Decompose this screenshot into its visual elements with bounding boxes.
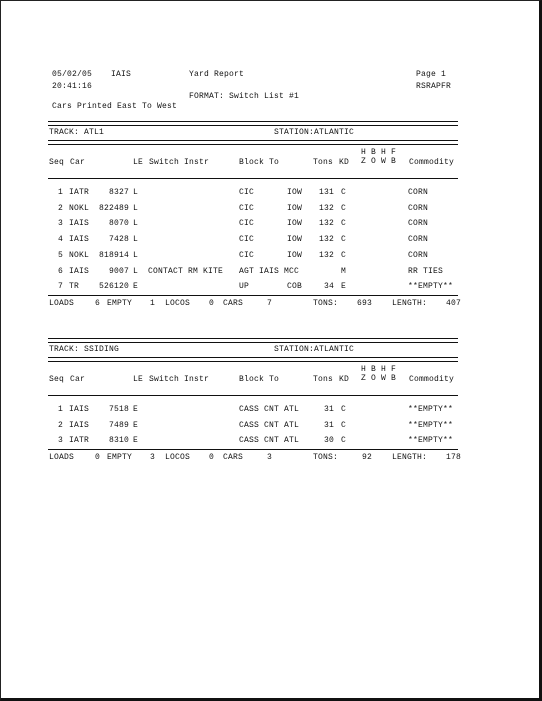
col-car: Car <box>70 158 86 167</box>
cell-block: CIC <box>239 204 255 213</box>
summary-empty-label: EMPTY <box>107 453 133 462</box>
cell-railroad: IATR <box>69 188 90 197</box>
cell-tons: 132 <box>318 219 334 228</box>
cell-tons: 131 <box>318 188 334 197</box>
cell-commodity: **EMPTY** <box>408 405 454 414</box>
col-seq: Seq <box>49 158 65 167</box>
cell-car-number: 526120 <box>98 282 129 291</box>
cell-kd: C <box>341 188 347 197</box>
page-number: Page 1 <box>416 70 447 79</box>
col-le: LE <box>133 375 144 384</box>
summary-length: 178 <box>445 453 461 462</box>
cell-car-number: 7428 <box>108 235 129 244</box>
col-car: Car <box>70 375 86 384</box>
cell-block: CASS CNT ATL <box>239 436 300 445</box>
cell-commodity: RR TIES <box>408 267 444 276</box>
cell-tons: 34 <box>323 282 334 291</box>
col-tons: Tons <box>313 158 334 167</box>
cell-seq: 5 <box>57 251 63 260</box>
cell-car-number: 8070 <box>108 219 129 228</box>
cell-le: E <box>133 282 139 291</box>
cell-seq: 3 <box>57 219 63 228</box>
cell-car-number: 818914 <box>98 251 129 260</box>
summary-loads-label: LOADS <box>49 453 75 462</box>
cell-le: E <box>133 405 139 414</box>
cell-railroad: IAIS <box>69 405 90 414</box>
cell-car-number: 822489 <box>98 204 129 213</box>
summary-tons-label: TONS: <box>313 453 339 462</box>
cell-le: L <box>133 219 139 228</box>
col-hbhf-top: H B H F <box>361 148 397 157</box>
cell-commodity: CORN <box>408 251 429 260</box>
summary-length-label: LENGTH: <box>392 299 428 308</box>
cell-le: L <box>133 235 139 244</box>
station-name: STATION:ATLANTIC <box>274 128 355 137</box>
cell-car-number: 9007 <box>108 267 129 276</box>
cell-commodity: CORN <box>408 235 429 244</box>
cell-seq: 3 <box>57 436 63 445</box>
summary-loads: 0 <box>94 453 100 462</box>
cell-block: CASS CNT ATL <box>239 405 300 414</box>
summary-rule <box>48 295 458 296</box>
cell-commodity: **EMPTY** <box>408 436 454 445</box>
cell-car-number: 7489 <box>108 421 129 430</box>
cell-commodity: **EMPTY** <box>408 421 454 430</box>
report-subtitle: Cars Printed East To West <box>52 102 178 111</box>
cell-railroad: IAIS <box>69 421 90 430</box>
cell-railroad: NOKL <box>69 204 90 213</box>
section-top-rule <box>48 121 458 126</box>
cell-railroad: IAIS <box>69 219 90 228</box>
cell-block: CIC <box>239 235 255 244</box>
col-kd: KD <box>339 375 350 384</box>
cell-railroad: TR <box>69 282 80 291</box>
cell-commodity: CORN <box>408 219 429 228</box>
station-name: STATION:ATLANTIC <box>274 345 355 354</box>
cell-le: L <box>133 267 139 276</box>
cell-tons: 132 <box>318 251 334 260</box>
report-format: FORMAT: Switch List #1 <box>189 92 300 101</box>
cell-seq: 2 <box>57 204 63 213</box>
cell-to: COB <box>287 282 303 291</box>
cell-seq: 1 <box>57 188 63 197</box>
summary-empty: 1 <box>149 299 155 308</box>
cell-block: AGT IAIS MCC <box>239 267 300 276</box>
cell-seq: 4 <box>57 235 63 244</box>
cell-block: CASS CNT ATL <box>239 421 300 430</box>
col-hbhf-bottom: Z O W B <box>361 374 397 383</box>
cell-tons: 132 <box>318 204 334 213</box>
section-header-rule <box>48 140 458 145</box>
section-header-rule <box>48 357 458 362</box>
cell-tons: 31 <box>323 421 334 430</box>
cell-le: E <box>133 436 139 445</box>
report-date: 05/02/05 <box>52 70 93 79</box>
cell-kd: C <box>341 421 347 430</box>
col-block-to: Block To <box>239 375 280 384</box>
summary-rule <box>48 449 458 450</box>
summary-tons: 693 <box>356 299 372 308</box>
cell-kd: C <box>341 235 347 244</box>
cell-commodity: CORN <box>408 188 429 197</box>
cell-le: L <box>133 188 139 197</box>
cell-le: L <box>133 251 139 260</box>
col-seq: Seq <box>49 375 65 384</box>
program-name: RSRAPFR <box>416 82 452 91</box>
cell-kd: C <box>341 251 347 260</box>
cell-block: CIC <box>239 219 255 228</box>
cell-railroad: IATR <box>69 436 90 445</box>
cell-railroad: IAIS <box>69 267 90 276</box>
cell-kd: C <box>341 436 347 445</box>
cell-tons: 31 <box>323 405 334 414</box>
cell-car-number: 8310 <box>108 436 129 445</box>
section-top-rule <box>48 338 458 343</box>
cell-railroad: NOKL <box>69 251 90 260</box>
col-tons: Tons <box>313 375 334 384</box>
cell-seq: 7 <box>57 282 63 291</box>
cell-le: L <box>133 204 139 213</box>
cell-block: CIC <box>239 188 255 197</box>
cell-kd: E <box>341 282 347 291</box>
cell-kd: C <box>341 219 347 228</box>
summary-tons: 92 <box>361 453 372 462</box>
cell-commodity: **EMPTY** <box>408 282 454 291</box>
col-commodity: Commodity <box>409 158 455 167</box>
columns-rule <box>48 395 458 396</box>
cell-seq: 2 <box>57 421 63 430</box>
summary-cars: 7 <box>266 299 272 308</box>
summary-cars-label: CARS <box>223 453 244 462</box>
summary-loads-label: LOADS <box>49 299 75 308</box>
col-hbhf-bottom: Z O W B <box>361 157 397 166</box>
summary-locos: 0 <box>208 299 214 308</box>
report-title: Yard Report <box>189 70 245 79</box>
summary-locos: 0 <box>208 453 214 462</box>
cell-kd: C <box>341 405 347 414</box>
col-kd: KD <box>339 158 350 167</box>
track-name: TRACK: ATL1 <box>49 128 105 137</box>
col-le: LE <box>133 158 144 167</box>
cell-railroad: IAIS <box>69 235 90 244</box>
summary-locos-label: LOCOS <box>165 299 191 308</box>
summary-empty-label: EMPTY <box>107 299 133 308</box>
cell-seq: 1 <box>57 405 63 414</box>
cell-seq: 6 <box>57 267 63 276</box>
col-commodity: Commodity <box>409 375 455 384</box>
cell-to: IOW <box>287 219 303 228</box>
cell-switch-instr: CONTACT RM KITE <box>148 267 224 276</box>
cell-le: E <box>133 421 139 430</box>
summary-cars-label: CARS <box>223 299 244 308</box>
col-switch-instr: Switch Instr <box>149 158 210 167</box>
cell-to: IOW <box>287 188 303 197</box>
cell-car-number: 8327 <box>108 188 129 197</box>
report-time: 20:41:16 <box>52 82 93 91</box>
cell-block: CIC <box>239 251 255 260</box>
summary-tons-label: TONS: <box>313 299 339 308</box>
cell-to: IOW <box>287 251 303 260</box>
col-block-to: Block To <box>239 158 280 167</box>
cell-to: IOW <box>287 204 303 213</box>
cell-tons: 132 <box>318 235 334 244</box>
columns-rule <box>48 178 458 179</box>
col-switch-instr: Switch Instr <box>149 375 210 384</box>
track-name: TRACK: SSIDING <box>49 345 120 354</box>
railroad-code: IAIS <box>111 70 132 79</box>
col-hbhf-top: H B H F <box>361 365 397 374</box>
cell-to: IOW <box>287 235 303 244</box>
cell-block: UP <box>239 282 250 291</box>
summary-empty: 3 <box>149 453 155 462</box>
cell-kd: M <box>341 267 347 276</box>
summary-cars: 3 <box>266 453 272 462</box>
summary-loads: 6 <box>94 299 100 308</box>
cell-commodity: CORN <box>408 204 429 213</box>
cell-tons: 30 <box>323 436 334 445</box>
cell-kd: C <box>341 204 347 213</box>
cell-car-number: 7518 <box>108 405 129 414</box>
summary-locos-label: LOCOS <box>165 453 191 462</box>
summary-length-label: LENGTH: <box>392 453 428 462</box>
summary-length: 407 <box>445 299 461 308</box>
